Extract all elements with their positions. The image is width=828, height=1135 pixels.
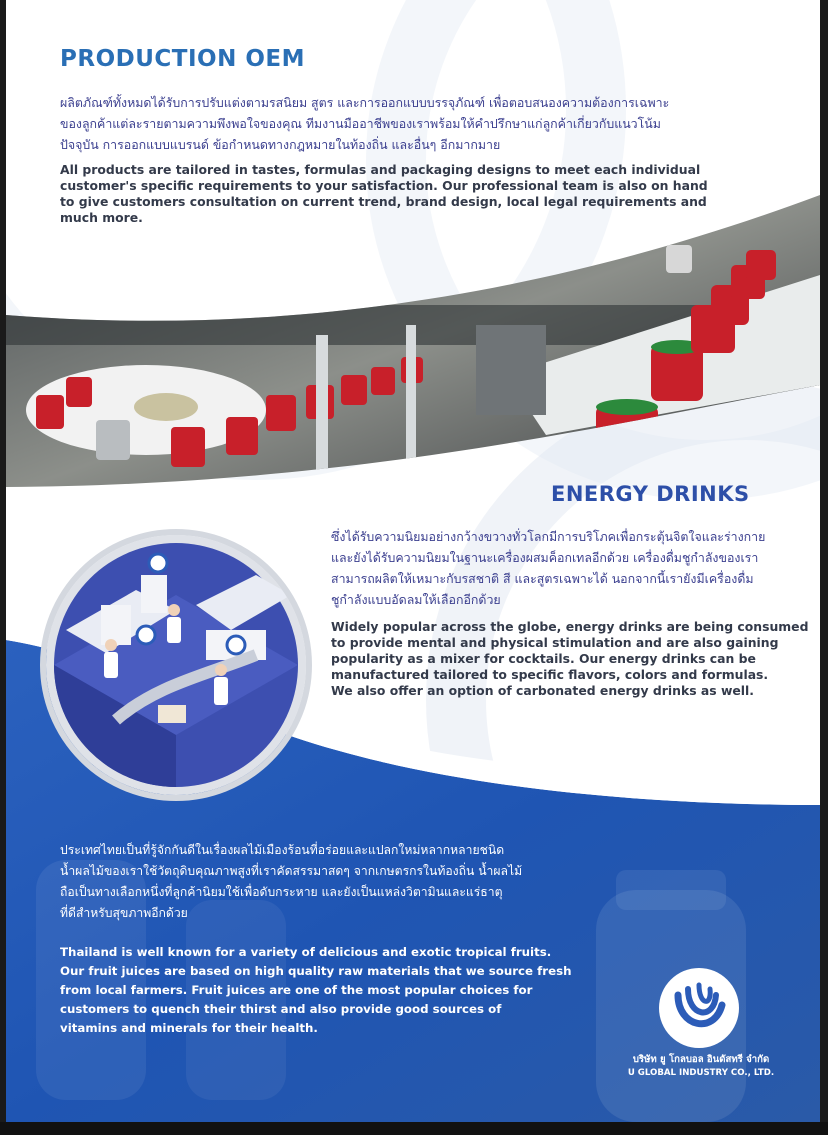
bottom-edge [0, 1122, 828, 1135]
juice-english-line: vitamins and minerals for their health. [60, 1021, 318, 1035]
company-name-thai: บริษัท ยู โกลบอล อินดัสทรี จำกัด [632, 1054, 770, 1065]
juice-thai-line: ประเทศไทยเป็นที่รู้จักกันดีในเรื่องผลไม้เมืองร้อนที่อร่อยและแปลกใหม่หลากหลายชนิด [60, 843, 505, 857]
juice-thai-line: น้ำผลไม้ของเราใช้วัตถุดิบคุณภาพสูงที่เราคัดสรรมาสดๆ จากเกษตรกรในท้องถิ่น น้ำผลไม้ [60, 864, 523, 878]
energy-thai-line: ซึ่งได้รับความนิยมอย่างกว้างขวางทั่วโลกมีการบริโภคเพื่อกระตุ้นจิตใจและร่างกาย [331, 529, 766, 544]
energy-thai-line: สามารถผลิตให้เหมาะกับรสชาติ สี และสูตรเฉพาะได้ นอกจากนี้เรายังมีเครื่องดื่ม [331, 571, 754, 586]
production-line-photo [6, 195, 820, 495]
company-name-english: U GLOBAL INDUSTRY CO., LTD. [627, 1068, 775, 1078]
energy-english-line: popularity as a mixer for cocktails. Our energy drinks can be [331, 651, 756, 666]
energy-title: ENERGY DRINKS [551, 482, 750, 506]
production-thai-line: ผลิตภัณฑ์ทั้งหมดได้รับการปรับแต่งตามรสนิยม สูตร และการออกแบบบรรจุภัณฑ์ เพื่อตอบสนองความต้องการเฉพาะ [60, 95, 670, 110]
production-english-line: customer's specific requirements to your satisfaction. Our professional team is also on hand [60, 178, 708, 193]
juice-english-line: Our fruit juices are based on high quality raw materials that we source fresh [60, 964, 572, 978]
energy-english-line: to provide mental and physical stimulation and are also gaining [331, 635, 779, 650]
juice-english-line: customers to quench their thirst and also provide good sources of [60, 1002, 502, 1016]
energy-english-line: Widely popular across the globe, energy drinks are being consumed [331, 619, 809, 634]
juice-thai-line: ถือเป็นทางเลือกหนึ่งที่ลูกค้านิยมใช้เพื่อดับกระหาย และยังเป็นแหล่งวิตามินและแร่ธาตุ [60, 885, 503, 899]
production-thai-line: ของลูกค้าแต่ละรายตามความพึงพอใจของคุณ ทีมงานมืออาชีพของเราพร้อมให้คำปรึกษาแก่ลูกค้าเกี่ยวกับแนวโน้ม [60, 116, 661, 131]
illustration-ring [40, 529, 312, 801]
juice-english-line: Thailand is well known for a variety of delicious and exotic tropical fruits. [60, 945, 552, 959]
production-thai-line: ปัจจุบัน การออกแบบแบรนด์ ข้อกำหนดทางกฎหมายในท้องถิ่น และอื่นๆ อีกมากมาย [60, 137, 501, 152]
company-logo-icon [656, 965, 742, 1051]
brochure-page [6, 0, 820, 1122]
production-english-line: to give customers consultation on current trend, brand design, local legal requirements and [60, 194, 707, 209]
energy-english-line: manufactured tailored to specific flavors, colors and formulas. [331, 667, 769, 682]
energy-english-line: We also offer an option of carbonated energy drinks as well. [331, 683, 755, 698]
production-title: PRODUCTION OEM [60, 46, 305, 72]
production-english-line: much more. [60, 210, 143, 225]
juice-thai-line: ที่ดีสำหรับสุขภาพอีกด้วย [60, 906, 188, 920]
juice-english-line: from local farmers. Fruit juices are one of the most popular choices for [60, 983, 533, 997]
energy-thai-line: และยังได้รับความนิยมในฐานะเครื่องผสมค็อกเทลอีกด้วย เครื่องดื่มชูกำลังของเรา [331, 550, 759, 565]
energy-thai-line: ชูกำลังแบบอัดลมให้เลือกอีกด้วย [331, 592, 501, 607]
production-english-line: All products are tailored in tastes, formulas and packaging designs to meet each individual [60, 162, 701, 177]
